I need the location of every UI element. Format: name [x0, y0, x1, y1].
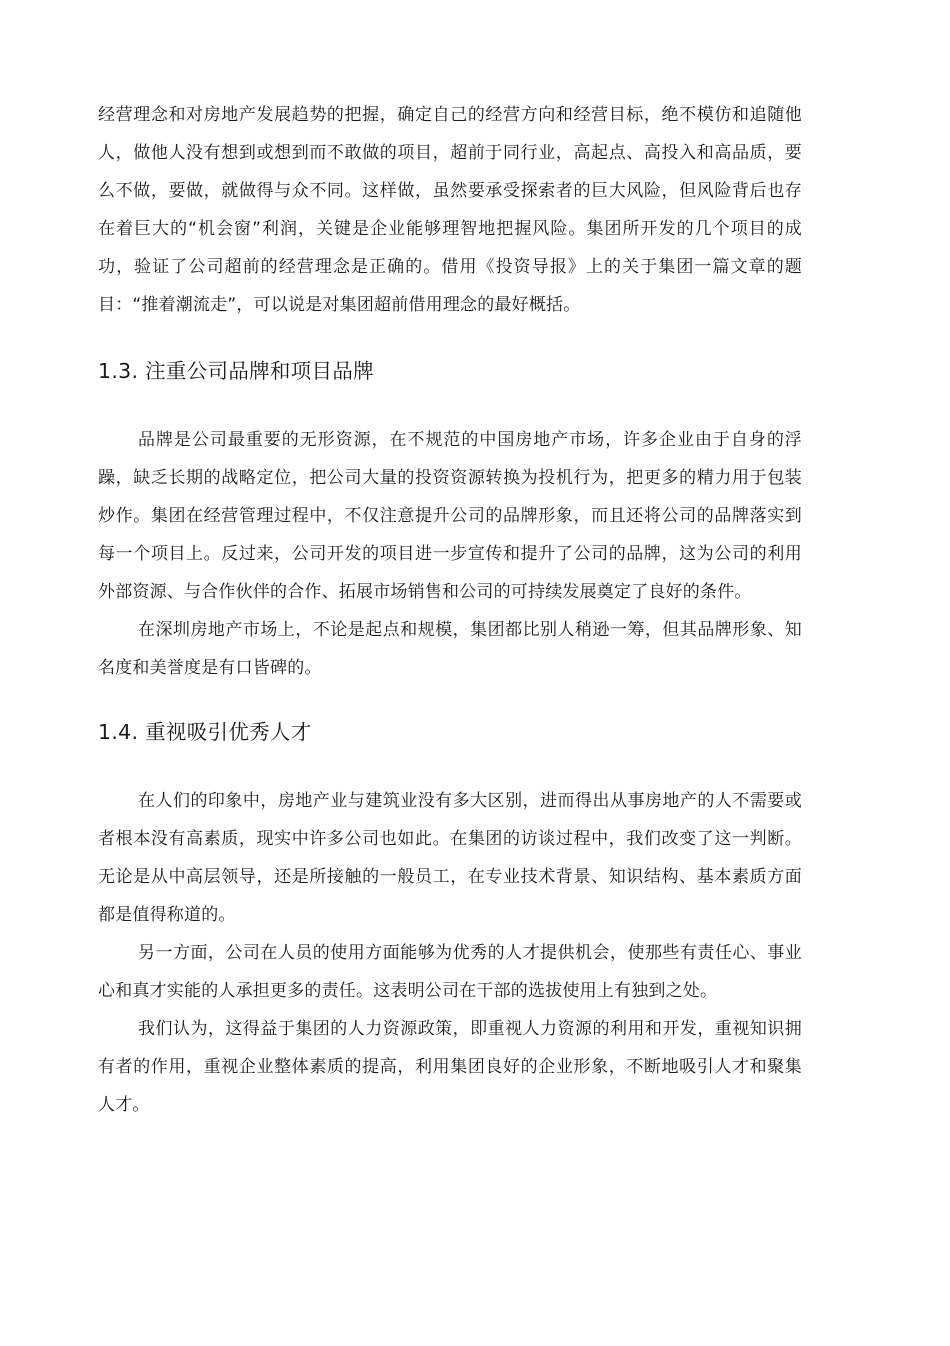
- paragraph-intro-continuation: 经营理念和对房地产发展趋势的把握，确定自己的经营方向和经营目标，绝不模仿和追随他人，做他人没有想到或想到而不敢做的项目，超前于同行业，高起点、高投入和高品质，要么不做，要做，就做得与众不同。这样做，虽然要承受探索者的巨大风险，但风险背后也存在着巨大的“机会窗”利润，关键是企业能够理智地把握风险。集团所开发的几个项目的成功，验证了公司超前的经营理念是正确的。借用《投资导报》上的关于集团一篇文章的题目：“推着潮流走”，可以说是对集团超前借用理念的最好概括。: [98, 105, 802, 315]
- section-heading-1-4: 1.4. 重视吸引优秀人才: [98, 720, 312, 744]
- paragraph-talent-opportunity: 另一方面，公司在人员的使用方面能够为优秀的人才提供机会，使那些有责任心、事业心和真才实能的人承担更多的责任。这表明公司在干部的选拔使用上有独到之处。: [98, 943, 802, 1001]
- paragraph-brand-importance: 品牌是公司最重要的无形资源，在不规范的中国房地产市场，许多企业由于自身的浮躁，缺乏长期的战略定位，把公司大量的投资资源转换为投机行为，把更多的精力用于包装炒作。集团在经营管理过程中，不仅注意提升公司的品牌形象，而且还将公司的品牌落实到每一个项目上。反过来，公司开发的项目进一步宣传和提升了公司的品牌，这为公司的利用外部资源、与合作伙伴的合作、拓展市场销售和公司的可持续发展奠定了良好的条件。: [98, 430, 802, 602]
- paragraph-talent-impression: 在人们的印象中，房地产业与建筑业没有多大区别，进而得出从事房地产的人不需要或者根本没有高素质，现实中许多公司也如此。在集团的访谈过程中，我们改变了这一判断。无论是从中高层领导，还是所接触的一般员工，在专业技术背景、知识结构、基本素质方面都是值得称道的。: [98, 791, 802, 925]
- paragraph-brand-shenzhen: 在深圳房地产市场上，不论是起点和规模，集团都比别人稍逊一筹，但其品牌形象、知名度和美誉度是有口皆碑的。: [98, 620, 802, 678]
- section-heading-1-3: 1.3. 注重公司品牌和项目品牌: [98, 359, 374, 383]
- paragraph-talent-policy: 我们认为，这得益于集团的人力资源政策，即重视人力资源的利用和开发，重视知识拥有者的作用，重视企业整体素质的提高，利用集团良好的企业形象，不断地吸引人才和聚集人才。: [98, 1019, 802, 1115]
- document-body: [98, 96, 802, 1124]
